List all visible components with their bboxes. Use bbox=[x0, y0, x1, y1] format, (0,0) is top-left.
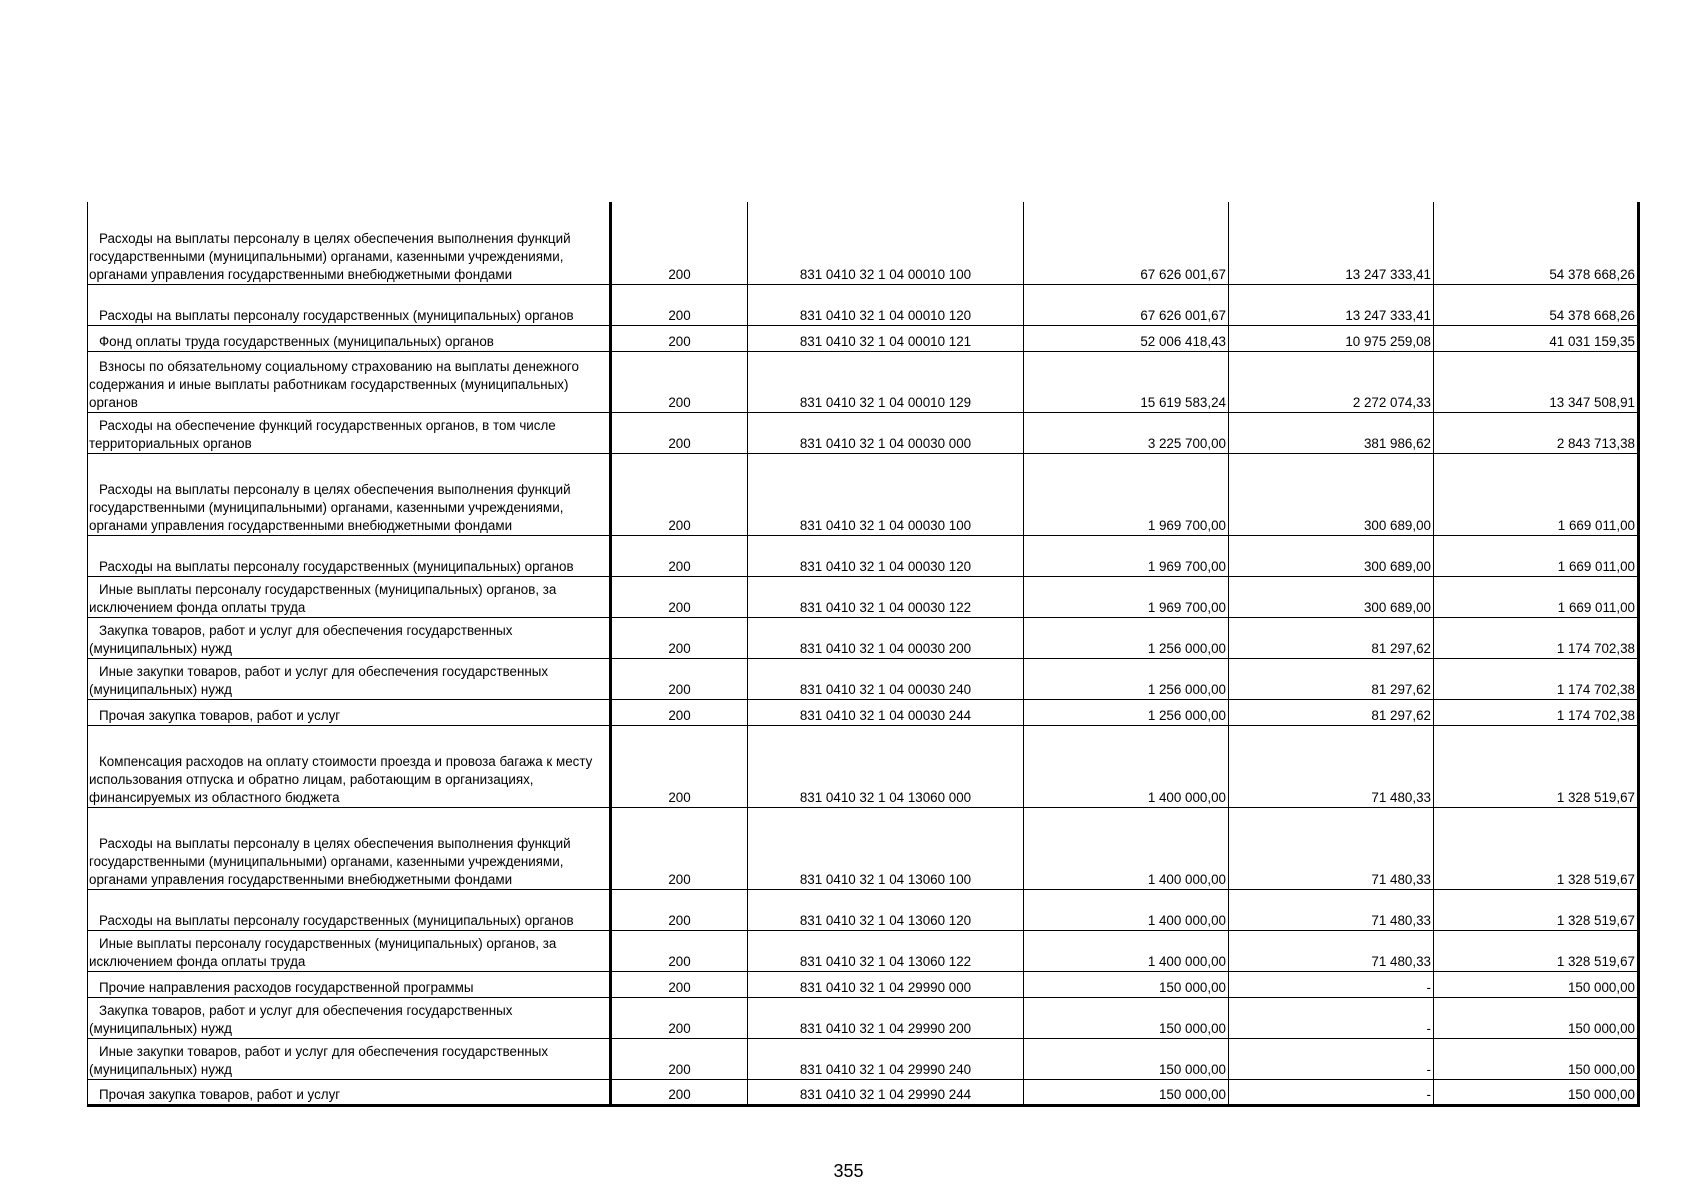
row-name-cell bbox=[88, 725, 611, 807]
row-code-cell: 200 bbox=[611, 1079, 748, 1105]
budget-sheet bbox=[87, 202, 1639, 1107]
row-name-cell bbox=[88, 930, 611, 971]
table-row bbox=[88, 1038, 1639, 1079]
table-row bbox=[88, 699, 1639, 725]
table-row bbox=[88, 576, 1639, 617]
row-kbk-cell: 831 0410 32 1 04 00030 122 bbox=[748, 576, 1024, 617]
row-executed-cell: 300 689,00 bbox=[1229, 453, 1434, 535]
row-executed-cell: 81 297,62 bbox=[1229, 617, 1434, 658]
row-kbk-cell: 831 0410 32 1 04 00030 240 bbox=[748, 658, 1024, 699]
row-kbk-cell: 831 0410 32 1 04 00010 100 bbox=[748, 202, 1024, 284]
row-approved-cell: 150 000,00 bbox=[1024, 997, 1229, 1038]
row-kbk-cell: 831 0410 32 1 04 00030 000 bbox=[748, 412, 1024, 453]
row-name-cell bbox=[88, 889, 611, 930]
row-code-cell: 200 bbox=[611, 576, 748, 617]
row-approved-cell: 1 969 700,00 bbox=[1024, 535, 1229, 576]
row-code-cell: 200 bbox=[611, 412, 748, 453]
row-name-text: Прочие направления расходов государственной программы bbox=[99, 979, 474, 995]
row-executed-cell: 71 480,33 bbox=[1229, 725, 1434, 807]
row-name-text: Расходы на выплаты персоналу в целях обеспечения выполнения функций государственными (муниципальными) органами, казенными учреждениями, органами управления государственными внебюджетными фондами bbox=[89, 230, 571, 282]
row-approved-cell: 1 400 000,00 bbox=[1024, 725, 1229, 807]
row-executed-cell: 71 480,33 bbox=[1229, 807, 1434, 889]
row-name-text: Фонд оплаты труда государственных (муниципальных) органов bbox=[99, 333, 494, 349]
row-remaining-cell: 54 378 668,26 bbox=[1434, 202, 1639, 284]
row-remaining-cell: 54 378 668,26 bbox=[1434, 284, 1639, 325]
row-name-cell bbox=[88, 699, 611, 725]
row-approved-cell: 150 000,00 bbox=[1024, 971, 1229, 997]
row-code-cell: 200 bbox=[611, 889, 748, 930]
row-name-text: Расходы на выплаты персоналу государственных (муниципальных) органов bbox=[99, 558, 574, 574]
row-kbk-cell: 831 0410 32 1 04 00030 100 bbox=[748, 453, 1024, 535]
row-kbk-cell: 831 0410 32 1 04 00030 200 bbox=[748, 617, 1024, 658]
row-kbk-cell: 831 0410 32 1 04 00030 120 bbox=[748, 535, 1024, 576]
table-row bbox=[88, 997, 1639, 1038]
table-row bbox=[88, 971, 1639, 997]
row-code-cell: 200 bbox=[611, 930, 748, 971]
row-approved-cell: 150 000,00 bbox=[1024, 1038, 1229, 1079]
row-kbk-cell: 831 0410 32 1 04 00010 120 bbox=[748, 284, 1024, 325]
budget-table-body bbox=[88, 202, 1639, 1105]
row-kbk-cell: 831 0410 32 1 04 13060 120 bbox=[748, 889, 1024, 930]
row-remaining-cell: 1 174 702,38 bbox=[1434, 658, 1639, 699]
row-remaining-cell: 1 328 519,67 bbox=[1434, 725, 1639, 807]
row-approved-cell: 1 969 700,00 bbox=[1024, 576, 1229, 617]
row-remaining-cell: 1 328 519,67 bbox=[1434, 889, 1639, 930]
row-executed-cell: 81 297,62 bbox=[1229, 658, 1434, 699]
row-executed-cell: 71 480,33 bbox=[1229, 889, 1434, 930]
row-remaining-cell: 150 000,00 bbox=[1434, 971, 1639, 997]
row-approved-cell: 3 225 700,00 bbox=[1024, 412, 1229, 453]
row-name-cell bbox=[88, 453, 611, 535]
table-row bbox=[88, 889, 1639, 930]
row-name-cell bbox=[88, 807, 611, 889]
row-code-cell: 200 bbox=[611, 351, 748, 412]
row-approved-cell: 1 256 000,00 bbox=[1024, 617, 1229, 658]
row-name-text: Иные выплаты персоналу государственных (муниципальных) органов, за исключением фонда оплаты труда bbox=[89, 935, 557, 969]
row-remaining-cell: 41 031 159,35 bbox=[1434, 325, 1639, 351]
row-remaining-cell: 1 669 011,00 bbox=[1434, 453, 1639, 535]
row-code-cell: 200 bbox=[611, 535, 748, 576]
table-row bbox=[88, 725, 1639, 807]
row-code-cell: 200 bbox=[611, 971, 748, 997]
row-executed-cell: 13 247 333,41 bbox=[1229, 202, 1434, 284]
row-approved-cell: 67 626 001,67 bbox=[1024, 202, 1229, 284]
table-row bbox=[88, 351, 1639, 412]
row-executed-cell: - bbox=[1229, 1038, 1434, 1079]
row-code-cell: 200 bbox=[611, 658, 748, 699]
budget-table bbox=[87, 202, 1640, 1107]
row-kbk-cell: 831 0410 32 1 04 29990 244 bbox=[748, 1079, 1024, 1105]
row-kbk-cell: 831 0410 32 1 04 29990 240 bbox=[748, 1038, 1024, 1079]
row-name-cell bbox=[88, 576, 611, 617]
row-executed-cell: 300 689,00 bbox=[1229, 576, 1434, 617]
row-name-cell bbox=[88, 1038, 611, 1079]
row-approved-cell: 15 619 583,24 bbox=[1024, 351, 1229, 412]
row-approved-cell: 150 000,00 bbox=[1024, 1079, 1229, 1105]
row-kbk-cell: 831 0410 32 1 04 00010 129 bbox=[748, 351, 1024, 412]
row-code-cell: 200 bbox=[611, 325, 748, 351]
row-name-text: Прочая закупка товаров, работ и услуг bbox=[99, 1086, 341, 1102]
row-name-text: Расходы на выплаты персоналу государственных (муниципальных) органов bbox=[99, 912, 574, 928]
row-name-text: Иные выплаты персоналу государственных (муниципальных) органов, за исключением фонда оплаты труда bbox=[89, 581, 557, 615]
row-remaining-cell: 1 174 702,38 bbox=[1434, 699, 1639, 725]
row-approved-cell: 1 400 000,00 bbox=[1024, 930, 1229, 971]
row-remaining-cell: 1 174 702,38 bbox=[1434, 617, 1639, 658]
row-remaining-cell: 1 669 011,00 bbox=[1434, 576, 1639, 617]
row-kbk-cell: 831 0410 32 1 04 13060 000 bbox=[748, 725, 1024, 807]
row-approved-cell: 1 256 000,00 bbox=[1024, 658, 1229, 699]
row-name-cell bbox=[88, 617, 611, 658]
row-remaining-cell: 2 843 713,38 bbox=[1434, 412, 1639, 453]
row-name-cell bbox=[88, 535, 611, 576]
row-approved-cell: 1 400 000,00 bbox=[1024, 889, 1229, 930]
row-approved-cell: 67 626 001,67 bbox=[1024, 284, 1229, 325]
row-kbk-cell: 831 0410 32 1 04 13060 100 bbox=[748, 807, 1024, 889]
row-executed-cell: 10 975 259,08 bbox=[1229, 325, 1434, 351]
row-code-cell: 200 bbox=[611, 997, 748, 1038]
table-row bbox=[88, 617, 1639, 658]
row-name-text: Закупка товаров, работ и услуг для обеспечения государственных (муниципальных) нужд bbox=[89, 1002, 513, 1036]
row-approved-cell: 52 006 418,43 bbox=[1024, 325, 1229, 351]
table-row bbox=[88, 202, 1639, 284]
table-row bbox=[88, 284, 1639, 325]
table-row bbox=[88, 325, 1639, 351]
row-name-cell bbox=[88, 658, 611, 699]
row-executed-cell: - bbox=[1229, 971, 1434, 997]
row-executed-cell: - bbox=[1229, 997, 1434, 1038]
row-name-cell bbox=[88, 325, 611, 351]
row-executed-cell: 2 272 074,33 bbox=[1229, 351, 1434, 412]
row-kbk-cell: 831 0410 32 1 04 29990 200 bbox=[748, 997, 1024, 1038]
row-kbk-cell: 831 0410 32 1 04 29990 000 bbox=[748, 971, 1024, 997]
row-name-text: Расходы на обеспечение функций государственных органов, в том числе территориальных органов bbox=[89, 417, 556, 451]
row-executed-cell: 381 986,62 bbox=[1229, 412, 1434, 453]
row-name-cell bbox=[88, 284, 611, 325]
page-number: 355 bbox=[833, 1161, 864, 1181]
row-name-cell bbox=[88, 202, 611, 284]
row-approved-cell: 1 400 000,00 bbox=[1024, 807, 1229, 889]
row-approved-cell: 1 256 000,00 bbox=[1024, 699, 1229, 725]
row-name-text: Расходы на выплаты персоналу в целях обеспечения выполнения функций государственными (муниципальными) органами, казенными учреждениями, органами управления государственными внебюджетными фондами bbox=[89, 835, 571, 887]
row-approved-cell: 1 969 700,00 bbox=[1024, 453, 1229, 535]
row-remaining-cell: 150 000,00 bbox=[1434, 1038, 1639, 1079]
row-executed-cell: 81 297,62 bbox=[1229, 699, 1434, 725]
row-remaining-cell: 1 328 519,67 bbox=[1434, 930, 1639, 971]
row-code-cell: 200 bbox=[611, 284, 748, 325]
row-name-text: Взносы по обязательному социальному страхованию на выплаты денежного содержания и иные выплаты работникам государственных (муниципальных) органов bbox=[89, 358, 579, 410]
row-name-text: Прочая закупка товаров, работ и услуг bbox=[99, 707, 341, 723]
row-name-text: Иные закупки товаров, работ и услуг для обеспечения государственных (муниципальных) нужд bbox=[89, 1043, 549, 1077]
row-kbk-cell: 831 0410 32 1 04 00030 244 bbox=[748, 699, 1024, 725]
row-code-cell: 200 bbox=[611, 453, 748, 535]
row-name-cell bbox=[88, 412, 611, 453]
table-row bbox=[88, 412, 1639, 453]
row-executed-cell: - bbox=[1229, 1079, 1434, 1105]
row-name-text: Иные закупки товаров, работ и услуг для обеспечения государственных (муниципальных) нужд bbox=[89, 663, 549, 697]
table-row bbox=[88, 807, 1639, 889]
row-executed-cell: 300 689,00 bbox=[1229, 535, 1434, 576]
row-code-cell: 200 bbox=[611, 725, 748, 807]
row-code-cell: 200 bbox=[611, 617, 748, 658]
row-remaining-cell: 1 328 519,67 bbox=[1434, 807, 1639, 889]
table-row bbox=[88, 658, 1639, 699]
row-code-cell: 200 bbox=[611, 1038, 748, 1079]
table-row bbox=[88, 535, 1639, 576]
row-remaining-cell: 150 000,00 bbox=[1434, 1079, 1639, 1105]
row-name-cell bbox=[88, 971, 611, 997]
row-executed-cell: 71 480,33 bbox=[1229, 930, 1434, 971]
row-name-text: Закупка товаров, работ и услуг для обеспечения государственных (муниципальных) нужд bbox=[89, 622, 513, 656]
row-remaining-cell: 150 000,00 bbox=[1434, 997, 1639, 1038]
row-remaining-cell: 1 669 011,00 bbox=[1434, 535, 1639, 576]
row-name-text: Расходы на выплаты персоналу в целях обеспечения выполнения функций государственными (муниципальными) органами, казенными учреждениями, органами управления государственными внебюджетными фондами bbox=[89, 481, 571, 533]
row-name-text: Расходы на выплаты персоналу государственных (муниципальных) органов bbox=[99, 307, 574, 323]
table-row bbox=[88, 1079, 1639, 1105]
row-name-text: Компенсация расходов на оплату стоимости проезда и провоза багажа к месту использования отпуска и обратно лицам, работающим в организациях, финансируемых из областного бюджета bbox=[89, 753, 593, 805]
row-code-cell: 200 bbox=[611, 807, 748, 889]
row-name-cell bbox=[88, 351, 611, 412]
row-name-cell bbox=[88, 1079, 611, 1105]
row-code-cell: 200 bbox=[611, 202, 748, 284]
table-row bbox=[88, 453, 1639, 535]
row-kbk-cell: 831 0410 32 1 04 00010 121 bbox=[748, 325, 1024, 351]
row-remaining-cell: 13 347 508,91 bbox=[1434, 351, 1639, 412]
row-kbk-cell: 831 0410 32 1 04 13060 122 bbox=[748, 930, 1024, 971]
row-code-cell: 200 bbox=[611, 699, 748, 725]
row-executed-cell: 13 247 333,41 bbox=[1229, 284, 1434, 325]
table-row bbox=[88, 930, 1639, 971]
row-name-cell bbox=[88, 997, 611, 1038]
